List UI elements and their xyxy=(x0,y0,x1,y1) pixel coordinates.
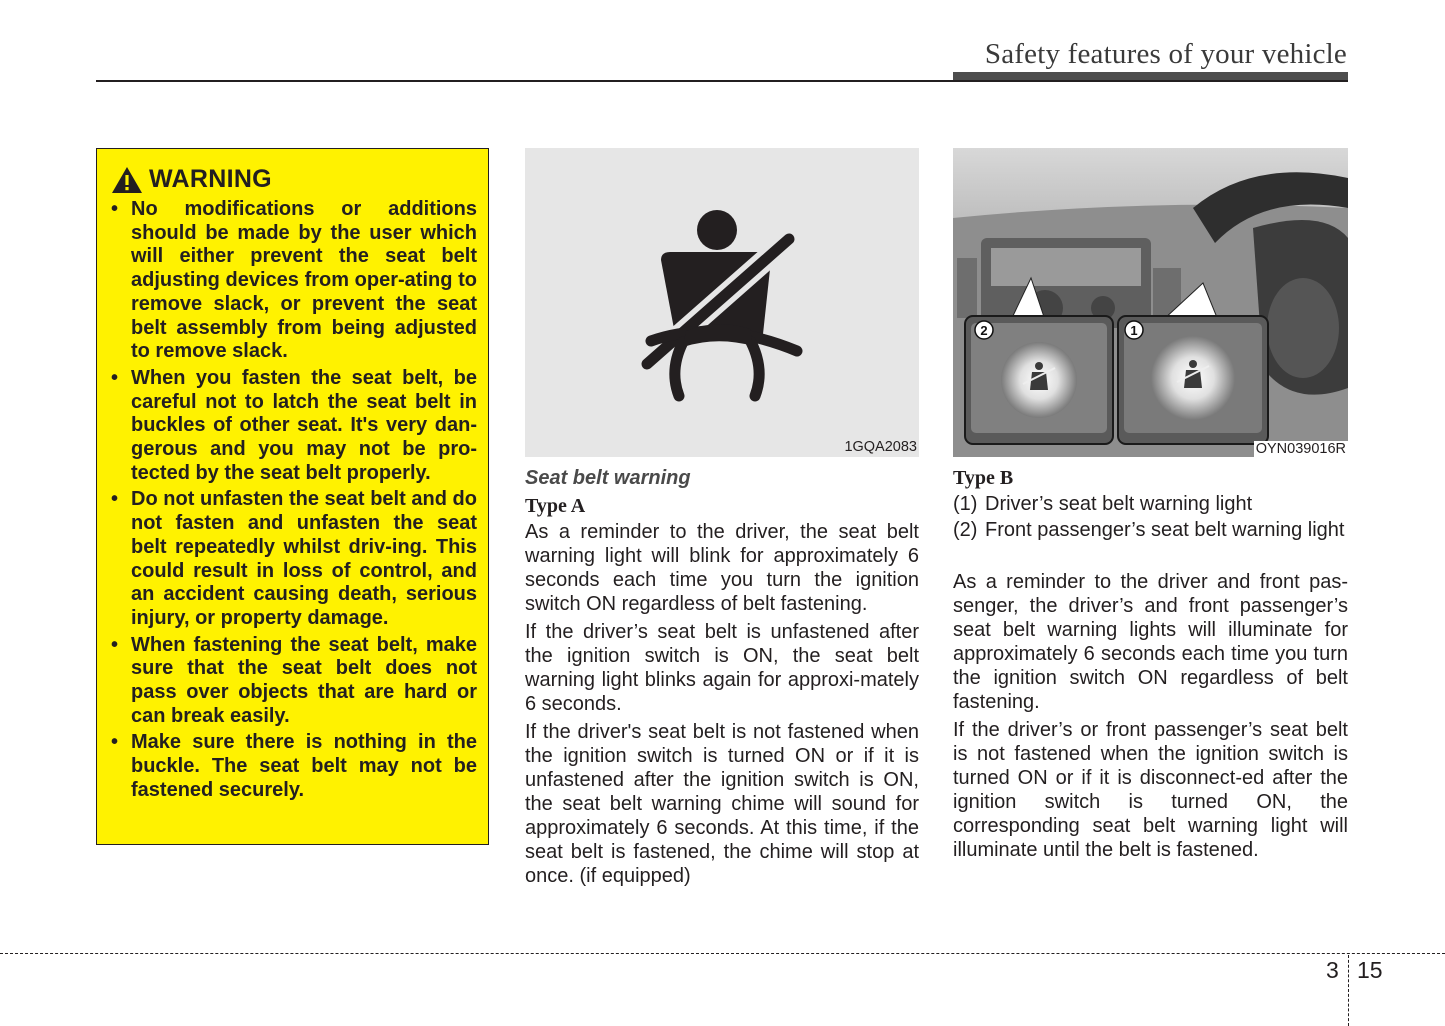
warning-heading xyxy=(111,165,272,194)
warning-item: • No modifications or additions should be made by the user which will either prevent the seat belt adjusting devices from oper-ating to remove slack, or prevent the seat belt assembly from being adjusted to remove slack. xyxy=(111,198,477,363)
warning-item: • Do not unfasten the seat belt and do not fasten and unfasten the seat belt repeatedly whilst driv-ing. This could result in loss of control, and an accident causing death, serious injury, or property damage. xyxy=(111,488,477,629)
dashboard-illustration xyxy=(953,148,1348,457)
paragraph: As a reminder to the driver and front pas-senger, the driver’s and front passenger’s seat belt warning lights will illuminate for approximately 6 seconds each time you turn the ignition switch ON regardless of belt fastening. xyxy=(953,571,1348,713)
type-b-section xyxy=(953,466,1348,862)
legend-number: (2) xyxy=(953,519,978,541)
legend-item xyxy=(953,518,1348,542)
legend-text: Front passenger’s seat belt warning light xyxy=(985,519,1345,541)
type-b-label: Type B xyxy=(953,467,1014,489)
legend-item xyxy=(953,492,1348,516)
page-number: 15 xyxy=(1357,957,1383,983)
dashboard-figure xyxy=(953,148,1348,457)
seat-belt-warning-figure xyxy=(525,148,919,457)
figure-code: OYN039016R xyxy=(1255,441,1346,457)
legend-number: (1) xyxy=(953,493,978,515)
footer-page-divider xyxy=(1348,955,1349,1026)
type-a-label: Type A xyxy=(525,495,586,517)
legend-text: Driver’s seat belt warning light xyxy=(985,493,1253,515)
warning-item-text: No modifications or additions should be made by the user which will either prevent the seat belt adjusting devices from oper-ating to remove slack, or prevent the seat belt assembly from being adjusted to remove slack. xyxy=(131,198,477,363)
warning-box xyxy=(96,148,489,845)
type-a-section xyxy=(525,466,919,892)
callout-1-label: 1 xyxy=(1130,323,1138,338)
figure-code: 1GQA2083 xyxy=(844,439,917,455)
header-rule xyxy=(96,80,1348,82)
paragraph: If the driver’s or front passenger’s seat belt is not fastened when the ignition switch is turned ON or if it is disconnect-ed after the ignition switch is turned ON, the corresponding seat belt warning light will illuminate until the belt is fastened. xyxy=(953,719,1348,861)
warning-item-text: When you fasten the seat belt, be careful not to latch the seat belt in buckles of other seat. It's very dan-gerous and you may not be pro-tected by the seat belt properly. xyxy=(131,366,477,484)
section-title: Seat belt warning xyxy=(525,467,691,489)
warning-item-text: When fastening the seat belt, make sure that the seat belt does not pass over objects that are hard or can break easily. xyxy=(131,633,477,727)
paragraph: If the driver’s seat belt is unfastened after the ignition switch is ON, the seat belt warning light blinks again for approxi-mately 6 seconds. xyxy=(525,621,919,715)
warning-list xyxy=(111,198,477,806)
warning-title: WARNING xyxy=(149,165,272,193)
warning-item-text: Do not unfasten the seat belt and do not fasten and unfasten the seat belt repeatedly whilst driv-ing. This could result in loss of control, and an accident causing death, serious injury, or property damage. xyxy=(131,488,477,629)
warning-item: • When fastening the seat belt, make sure that the seat belt does not pass over objects that are hard or can break easily. xyxy=(111,633,477,727)
footer-divider xyxy=(0,953,1445,954)
warning-item-text: Make sure there is nothing in the buckle. The seat belt may not be fastened securely. xyxy=(131,731,477,801)
seat-belt-icon xyxy=(525,148,919,457)
paragraph: If the driver's seat belt is not fastened when the ignition switch is turned ON or if it is unfastened after the ignition switch is ON, the seat belt warning chime will sound for approximately 6 seconds. At this time, if the seat belt is fastened, the chime will stop at once. (if equipped) xyxy=(525,721,919,887)
warning-triangle-icon xyxy=(111,166,143,194)
chapter-number: 3 xyxy=(1326,957,1339,983)
warning-item: • When you fasten the seat belt, be careful not to latch the seat belt in buckles of other seat. It's very dan-gerous and you may not be pro-tected by the seat belt properly. xyxy=(111,366,477,484)
warning-item: • Make sure there is nothing in the buckle. The seat belt may not be fastened securely. xyxy=(111,731,477,801)
paragraph: As a reminder to the driver, the seat belt warning light will blink for approximately 6 seconds each time you turn the ignition switch ON regardless of belt fastening. xyxy=(525,521,919,615)
page-header-title: Safety features of your vehicle xyxy=(984,38,1347,70)
callout-2-label: 2 xyxy=(980,323,988,338)
